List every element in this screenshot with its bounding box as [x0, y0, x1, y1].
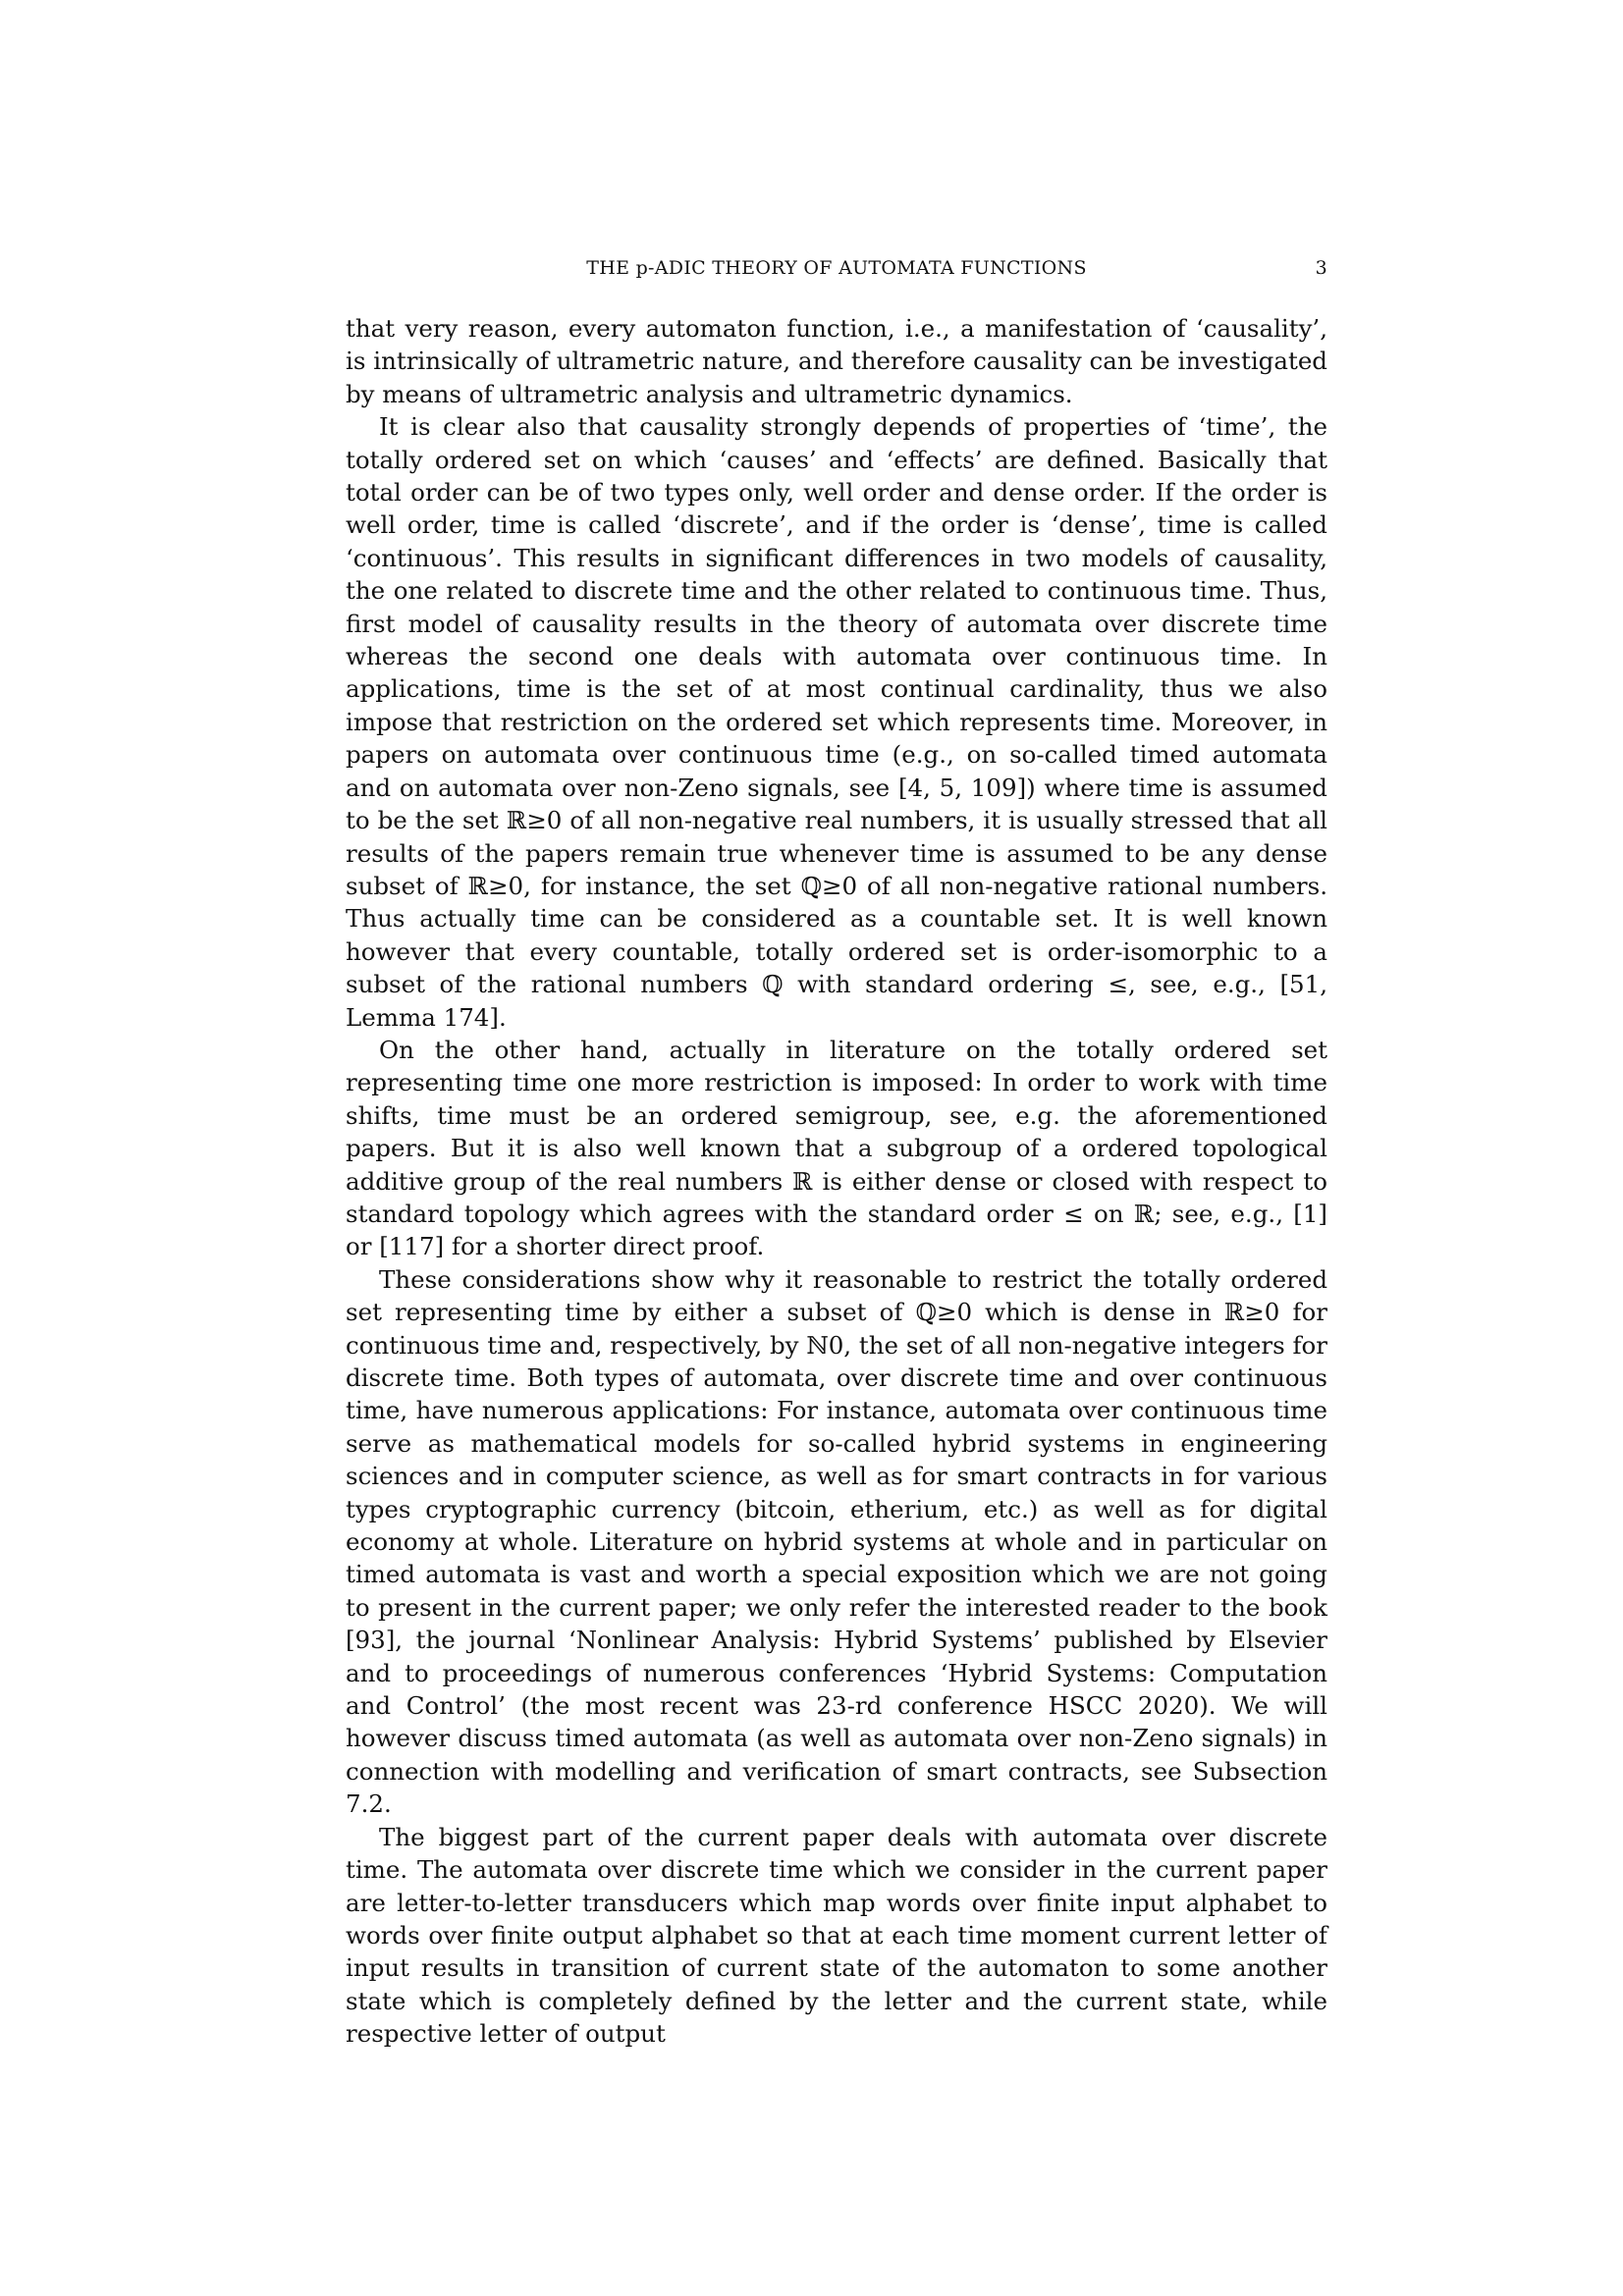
body-text — [346, 312, 1327, 2051]
paragraph-5: The biggest part of the current paper deals with automata over discrete time. The automata over discrete time which we consider in the current paper are letter-to-letter transducers which map words over finite input alphabet to words over finite output alphabet so that at each time moment current letter of input results in transition of current state of the automaton to some another state which is completely defined by the letter and the current state, while respective letter of output — [346, 1822, 1327, 2049]
paragraph-2: It is clear also that causality strongly depends of properties of ‘time’, the totally ordered set on which ‘causes’ and ‘effects’ are defined. Basically that total order can be of two types only, well order and dense order. If the order is well order, time is called ‘discrete’, and if the order is ‘dense’, time is called ‘continuous’. This results in significant differences in two models of causality, the one related to discrete time and the other related to continuous time. Thus, first model of causality results in the theory of automata over discrete time whereas the second one deals with automata over continuous time. In applications, time is the set of at most continual cardinality, thus we also impose that restriction on the ordered set which represents time. Moreover, in papers on automata over continuous time (e.g., on so-called timed automata and on automata over non-Zeno signals, see [4, 5, 109]) where time is assumed to be the set ℝ≥0 of all non-negative real numbers, it is usually stressed that all results of the papers remain true whenever time is assumed to be any dense subset of ℝ≥0, for instance, the set ℚ≥0 of all non-negative rational numbers. Thus actually time can be considered as a countable set. It is well known however that every countable, totally ordered set is order-isomorphic to a subset of the rational numbers ℚ with standard ordering ≤, see, e.g., [51, Lemma 174]. — [346, 412, 1327, 1032]
running-head — [346, 257, 1327, 287]
paper-page — [346, 0, 1327, 2296]
paragraph-4: These considerations show why it reasonable to restrict the totally ordered set representing time by either a subset of ℚ≥0 which is dense in ℝ≥0 for continuous time and, respectively, by ℕ0, the set of all non-negative integers for discrete time. Both types of automata, over discrete time and over continuous time, have numerous applications: For instance, automata over continuous time serve as mathematical models for so-called hybrid systems in engineering sciences and in computer science, as well as for smart contracts in for various types cryptographic currency (bitcoin, etherium, etc.) as well as for digital economy at whole. Literature on hybrid systems at whole and in particular on timed automata is vast and worth a special exposition which we are not going to present in the current paper; we only refer the interested reader to the book [93], the journal ‘Nonlinear Analysis: Hybrid Systems’ published by Elsevier and to proceedings of numerous conferences ‘Hybrid Systems: Computation and Control’ (the most recent was 23-rd conference HSCC 2020). We will however discuss timed automata (as well as automata over non-Zeno signals) in connection with modelling and verification of smart contracts, see Subsection 7.2. — [346, 1264, 1327, 1819]
paragraph-1: that very reason, every automaton function, i.e., a manifestation of ‘causality’, is intrinsically of ultrametric nature, and therefore causality can be investigated by means of ultrametric analysis and ultrametric dynamics. — [346, 314, 1327, 408]
page-number: 3 — [1315, 257, 1327, 279]
paragraph-3: On the other hand, actually in literature on the totally ordered set representing time one more restriction is imposed: In order to work with time shifts, time must be an ordered semigroup, see, e.g. the aforementioned papers. But it is also well known that a subgroup of a ordered topological additive group of the real numbers ℝ is either dense or closed with respect to standard topology which agrees with the standard order ≤ on ℝ; see, e.g., [1] or [117] for a shorter direct proof. — [346, 1035, 1327, 1261]
running-title: THE p-ADIC THEORY OF AUTOMATA FUNCTIONS — [586, 257, 1087, 279]
